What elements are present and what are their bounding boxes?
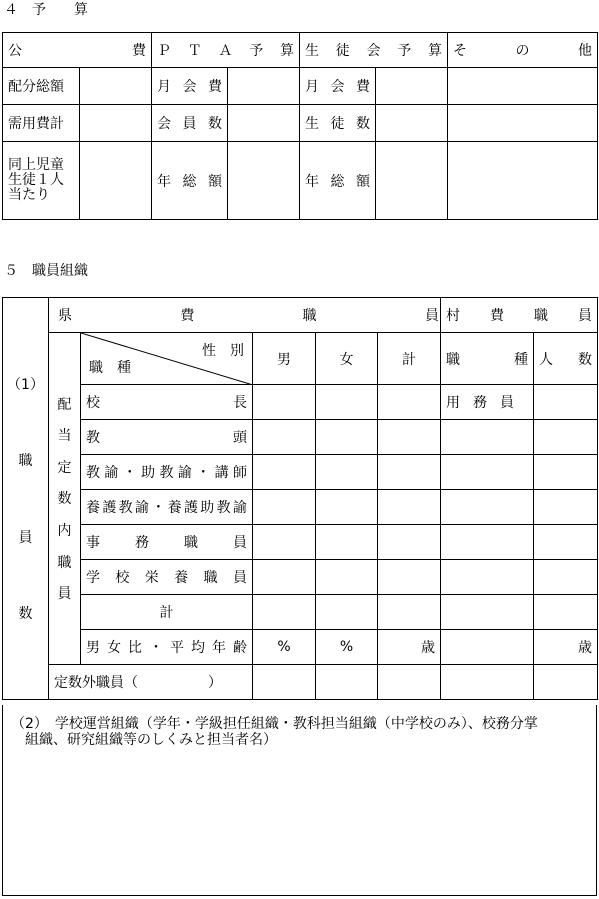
- job-kind: 教 諭 ・ 助 教 諭 ・ 講 師: [81, 455, 253, 490]
- total-cell[interactable]: [378, 665, 441, 700]
- male-header: 男: [253, 333, 316, 385]
- pta-row-label: 月 会 費: [152, 68, 228, 105]
- student-row-label: 年 総 額: [300, 142, 376, 220]
- total-cell[interactable]: [378, 420, 441, 455]
- village-kind-cell[interactable]: [441, 490, 534, 525]
- staff-row: [3, 490, 598, 525]
- village-count-cell[interactable]: [534, 595, 598, 630]
- male-cell[interactable]: [253, 665, 316, 700]
- village-kind-header: 職 種: [441, 333, 534, 385]
- female-cell[interactable]: [316, 595, 378, 630]
- header-pta-budget: [152, 33, 300, 68]
- budget-row: [3, 68, 598, 105]
- org-line-2: 組織、研究組織等のしくみと担当者名）: [25, 732, 277, 748]
- other-value-cell[interactable]: [448, 68, 598, 105]
- village-kind-cell[interactable]: [441, 665, 534, 700]
- budget-table: [2, 32, 598, 220]
- student-row-label: 月 会 費: [300, 68, 376, 105]
- student-value-cell[interactable]: [376, 142, 448, 220]
- male-cell[interactable]: [253, 525, 316, 560]
- student-value-cell[interactable]: [376, 105, 448, 142]
- female-cell[interactable]: [316, 455, 378, 490]
- female-cell[interactable]: [316, 490, 378, 525]
- sex-label: 性 別: [202, 343, 244, 359]
- village-kind-cell[interactable]: [441, 525, 534, 560]
- staff-header-row: [3, 298, 598, 333]
- job-kind: 教 頭: [81, 420, 253, 455]
- diagonal-header-cell: [81, 333, 253, 385]
- public-value-cell[interactable]: [80, 105, 152, 142]
- job-kind-total: 計: [81, 595, 253, 630]
- prefectural-staff-header: 県 費 職 員: [49, 298, 441, 333]
- school-organization-box[interactable]: [2, 705, 597, 896]
- village-kind-cell[interactable]: [441, 595, 534, 630]
- male-cell[interactable]: [253, 420, 316, 455]
- staff-subheader-row: [3, 333, 598, 385]
- row-label: 配分総額: [3, 68, 80, 105]
- village-kind-cell[interactable]: [441, 630, 534, 665]
- header-student-text: 生 徒 会 予 算: [305, 43, 442, 59]
- staff-table: [2, 297, 598, 700]
- school-organization-text: [11, 716, 596, 748]
- staff-row: [3, 385, 598, 420]
- public-value-cell[interactable]: [80, 68, 152, 105]
- female-cell[interactable]: [316, 420, 378, 455]
- male-cell[interactable]: [253, 455, 316, 490]
- student-value-cell[interactable]: [376, 68, 448, 105]
- staff-row: [3, 560, 598, 595]
- other-value-cell[interactable]: [448, 142, 598, 220]
- job-kind: 養 護 教 諭 ・ 養 護 助 教 諭: [81, 490, 253, 525]
- org-line-1: （2） 学校運営組織（学年・学級担任組織・教科担当組織（中学校のみ）、校務分掌: [11, 716, 538, 732]
- ratio-age-label: 男 女 比 ・ 平 均 年 齢: [81, 630, 253, 665]
- header-pta-text: Ｐ Ｔ Ａ 予 算: [157, 43, 294, 59]
- female-header: 女: [316, 333, 378, 385]
- male-cell[interactable]: [253, 560, 316, 595]
- village-kind-cell[interactable]: [441, 560, 534, 595]
- female-cell[interactable]: [316, 665, 378, 700]
- village-kind-cell[interactable]: [441, 420, 534, 455]
- village-count-cell[interactable]: [534, 665, 598, 700]
- section-4-heading: ４ 予 算: [4, 2, 88, 18]
- staff-count-number: （1）: [7, 376, 44, 393]
- male-cell[interactable]: [253, 490, 316, 525]
- staff-total-row: [3, 595, 598, 630]
- total-cell[interactable]: [378, 525, 441, 560]
- outside-quota-label: 定数外職員（ ）: [49, 665, 253, 700]
- female-cell[interactable]: [316, 525, 378, 560]
- header-student-council-budget: [300, 33, 448, 68]
- in-quota-staff-label: 配 当 定 数 内 職 員: [49, 333, 81, 665]
- pta-row-label: 年 総 額: [152, 142, 228, 220]
- job-type-label: 職 種: [89, 360, 131, 376]
- row-label: 同上児童 生徒１人 当たり: [3, 142, 80, 220]
- budget-row: [3, 142, 598, 220]
- male-cell[interactable]: [253, 385, 316, 420]
- staff-row: [3, 455, 598, 490]
- outside-quota-row: [3, 665, 598, 700]
- village-count-cell[interactable]: [534, 385, 598, 420]
- ratio-age-row: [3, 630, 598, 665]
- pta-value-cell[interactable]: [228, 142, 300, 220]
- male-percent-cell[interactable]: %: [253, 630, 316, 665]
- header-other: [448, 33, 598, 68]
- village-count-cell[interactable]: [534, 490, 598, 525]
- total-cell[interactable]: [378, 490, 441, 525]
- village-staff-header: 村 費 職 員: [441, 298, 598, 333]
- row-label: 需用費計: [3, 105, 80, 142]
- village-count-header: 人 数: [534, 333, 598, 385]
- job-kind: 事 務 職 員: [81, 525, 253, 560]
- job-kind: 学 校 栄 養 職 員: [81, 560, 253, 595]
- other-value-cell[interactable]: [448, 105, 598, 142]
- header-public-funds: [3, 33, 152, 68]
- pta-row-label: 会 員 数: [152, 105, 228, 142]
- header-other-text: そ の 他: [453, 43, 592, 59]
- budget-row: [3, 105, 598, 142]
- staff-row: [3, 420, 598, 455]
- section-5-heading: ５ 職員組織: [4, 263, 88, 279]
- village-kind-cell[interactable]: [441, 455, 534, 490]
- pta-value-cell[interactable]: [228, 68, 300, 105]
- village-age-cell[interactable]: 歳: [534, 630, 598, 665]
- staff-row: [3, 525, 598, 560]
- average-age-cell[interactable]: 歳: [378, 630, 441, 665]
- village-count-cell[interactable]: [534, 420, 598, 455]
- total-header: 計: [378, 333, 441, 385]
- pta-value-cell[interactable]: [228, 105, 300, 142]
- village-count-cell[interactable]: [534, 525, 598, 560]
- header-public-text: 公 費: [8, 43, 146, 59]
- staff-count-label: （1） 職 員 数: [3, 298, 49, 700]
- total-cell[interactable]: [378, 385, 441, 420]
- total-cell[interactable]: [378, 595, 441, 630]
- village-count-cell[interactable]: [534, 455, 598, 490]
- total-cell[interactable]: [378, 560, 441, 595]
- male-cell[interactable]: [253, 595, 316, 630]
- village-kind-cell: 用 務 員: [441, 385, 534, 420]
- total-cell[interactable]: [378, 455, 441, 490]
- public-value-cell[interactable]: [80, 142, 152, 220]
- student-row-label: 生 徒 数: [300, 105, 376, 142]
- job-kind: 校 長: [81, 385, 253, 420]
- female-percent-cell[interactable]: %: [316, 630, 378, 665]
- village-count-cell[interactable]: [534, 560, 598, 595]
- female-cell[interactable]: [316, 385, 378, 420]
- female-cell[interactable]: [316, 560, 378, 595]
